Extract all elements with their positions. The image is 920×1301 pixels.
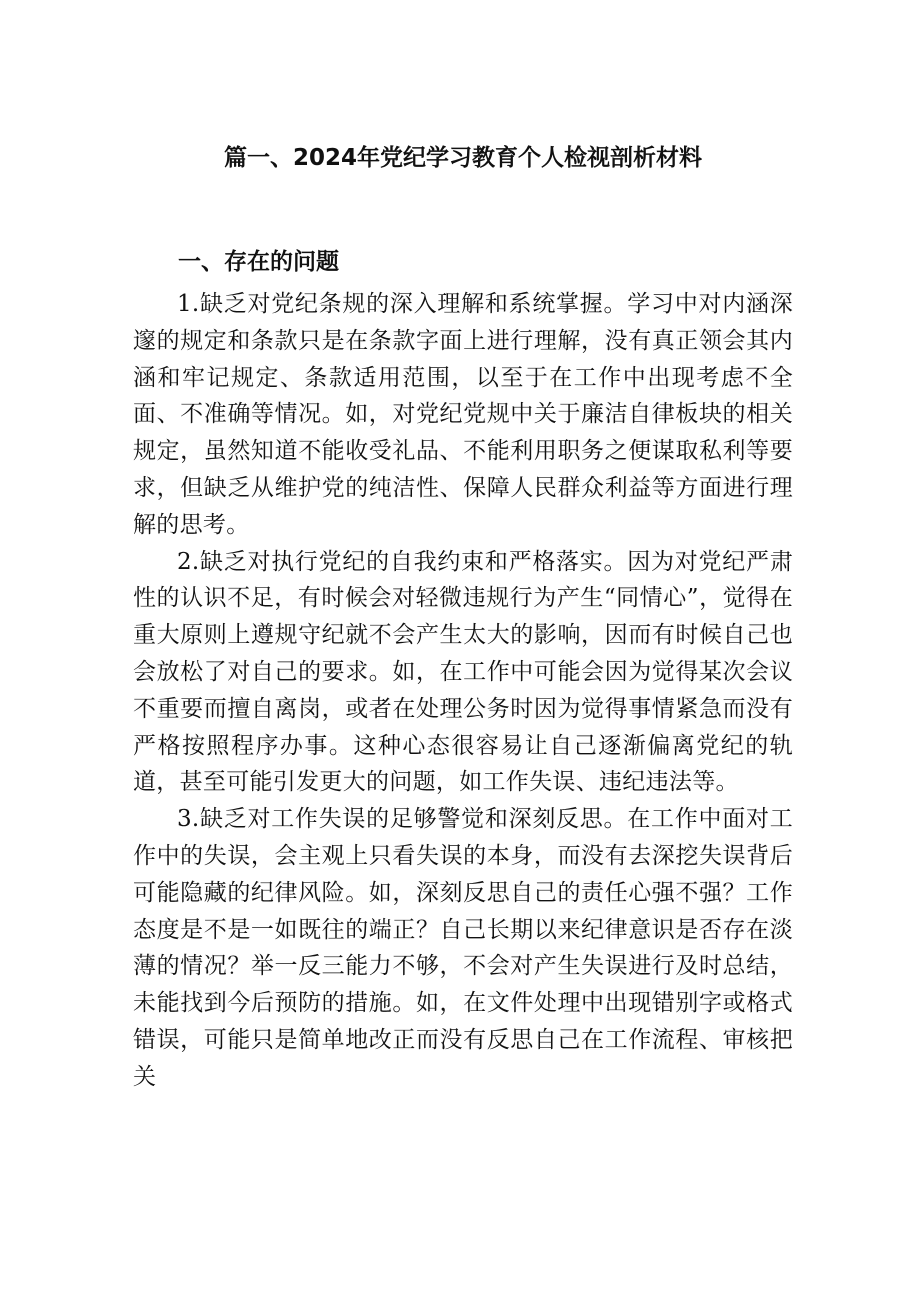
document-title: 篇一、2024年党纪学习教育个人检视剖析材料 [223, 145, 702, 171]
paragraph-2: 2.缺乏对执行党纪的自我约束和严格落实。因为对党纪严肃性的认识不足，有时候会对轻微违规行为产生“同情心”，觉得在重大原则上遵规守纪就不会产生太大的影响，因而有时候自己也会放松了对自己的要求。如，在工作中可能会因为觉得某次会议不重要而擅自离岗，或者在处理公务时因为觉得事情紧急而没有严格按照程序办事。这种心态很容易让自己逐渐偏离党纪的轨道，甚至可能引发更大的问题，如工作失误、违纪违法等。 [133, 548, 793, 796]
section-heading: 一、存在的问题 [178, 249, 339, 275]
paragraph-1: 1.缺乏对党纪条规的深入理解和系统掌握。学习中对内涵深邃的规定和条款只是在条款字面上进行理解，没有真正领会其内涵和牢记规定、条款适用范围，以至于在工作中出现考虑不全面、不准确等情况。如，对党纪党规中关于廉洁自律板块的相关规定，虽然知道不能收受礼品、不能利用职务之便谋取私利等要求，但缺乏从维护党的纯洁性、保障人民群众利益等方面进行理解的思考。 [133, 291, 793, 538]
paragraph-3: 3.缺乏对工作失误的足够警觉和深刻反思。在工作中面对工作中的失误，会主观上只看失误的本身，而没有去深挖失误背后可能隐藏的纪律风险。如，深刻反思自己的责任心强不强？工作态度是不是一如既往的端正？自己长期以来纪律意识是否存在淡薄的情况？举一反三能力不够，不会对产生失误进行及时总结，未能找到今后预防的措施。如，在文件处理中出现错别字或格式错误，可能只是简单地改正而没有反思自己在工作流程、审核把关 [133, 806, 793, 1090]
document-body [133, 286, 793, 1096]
